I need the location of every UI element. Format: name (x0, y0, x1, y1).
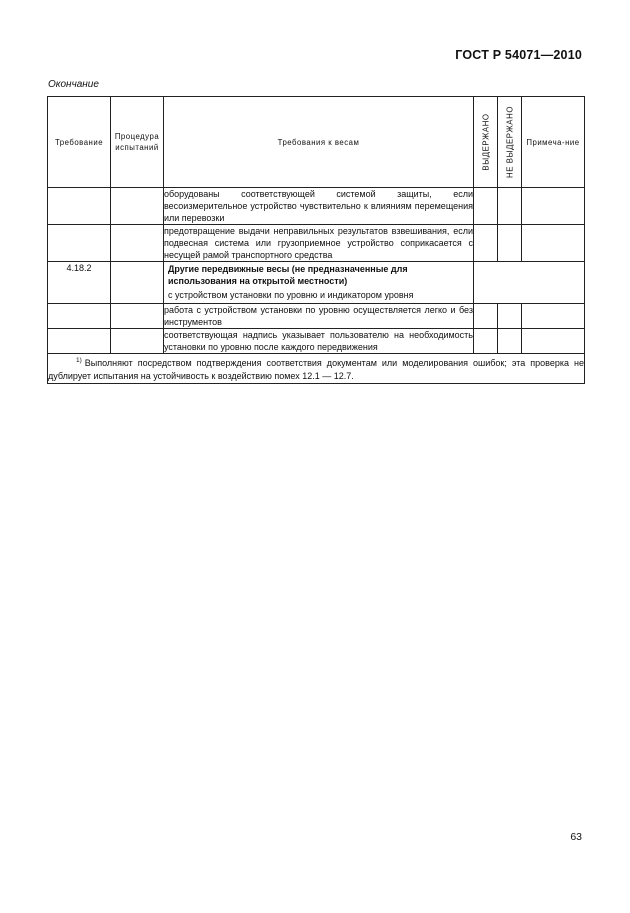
requirements-table (47, 96, 585, 384)
requirement-text: соответствующая надпись указывает пользователю на необходимость установки по уровню после каждого передвижения (164, 330, 473, 352)
footnote-row (48, 354, 585, 384)
footnote (48, 354, 585, 384)
table-row (48, 188, 585, 225)
continuation-label: Окончание (48, 79, 99, 90)
requirement-section (164, 262, 474, 304)
passed-cell (474, 304, 498, 329)
table-row (48, 262, 585, 304)
table-row (48, 304, 585, 329)
passed-cell (474, 262, 498, 304)
note-cell (522, 304, 585, 329)
requirement-cell (48, 188, 111, 225)
passed-label: ВЫДЕРЖАНО (481, 113, 490, 171)
table-row (48, 225, 585, 262)
procedure-cell (111, 262, 164, 304)
footnote-mark: 1) (76, 357, 82, 364)
col-header-note: Примеча-ние (522, 97, 585, 188)
col-header-requirements-text: Требования к весам (164, 97, 474, 188)
requirement-cell (48, 329, 111, 354)
requirement-text: предотвращение выдачи неправильных результатов взвешивания, если подвесная система или грузоприемное устройство соприкасается с несущей рамой транспортного средства (164, 226, 473, 260)
requirement-cell (48, 304, 111, 329)
passed-cell (474, 225, 498, 262)
note-cell (522, 225, 585, 262)
note-cell (522, 188, 585, 225)
col-header-passed (474, 97, 498, 188)
procedure-cell (111, 225, 164, 262)
section-title: Другие передвижные весы (не предназначенные для использования на открытой местности) (168, 264, 408, 286)
procedure-cell (111, 188, 164, 225)
requirement-cell (48, 225, 111, 262)
col-header-procedure: Процедура испытаний (111, 97, 164, 188)
failed-cell (498, 262, 522, 304)
document-code: ГОСТ Р 54071—2010 (455, 48, 582, 62)
note-cell (522, 329, 585, 354)
col-header-requirement: Требование (48, 97, 111, 188)
failed-cell (498, 225, 522, 262)
procedure-cell (111, 329, 164, 354)
footnote-text: Выполняют посредством подтверждения соответствия документам или моделирования ошибок; эта проверка не дублирует испытания на устойчивость к воздействию помех 12.1 — 12.7. (48, 358, 584, 381)
col-header-failed (498, 97, 522, 188)
requirement-number: 4.18.2 (48, 262, 111, 304)
note-cell (522, 262, 585, 304)
failed-cell (498, 188, 522, 225)
failed-cell (498, 304, 522, 329)
table-row (48, 329, 585, 354)
page-number: 63 (570, 831, 582, 843)
table-header-row (48, 97, 585, 188)
passed-cell (474, 329, 498, 354)
requirement-text: работа с устройством установки по уровню осуществляется легко и без инструментов (164, 305, 473, 327)
passed-cell (474, 188, 498, 225)
requirement-text: оборудованы соответствующей системой защиты, если весоизмерительное устройство чувствительно к влияниям перемещения или перевозки (164, 189, 473, 223)
procedure-cell (111, 304, 164, 329)
failed-label: НЕ ВЫДЕРЖАНО (505, 106, 514, 178)
section-subtitle: с устройством установки по уровню и индикатором уровня (168, 290, 414, 300)
failed-cell (498, 329, 522, 354)
